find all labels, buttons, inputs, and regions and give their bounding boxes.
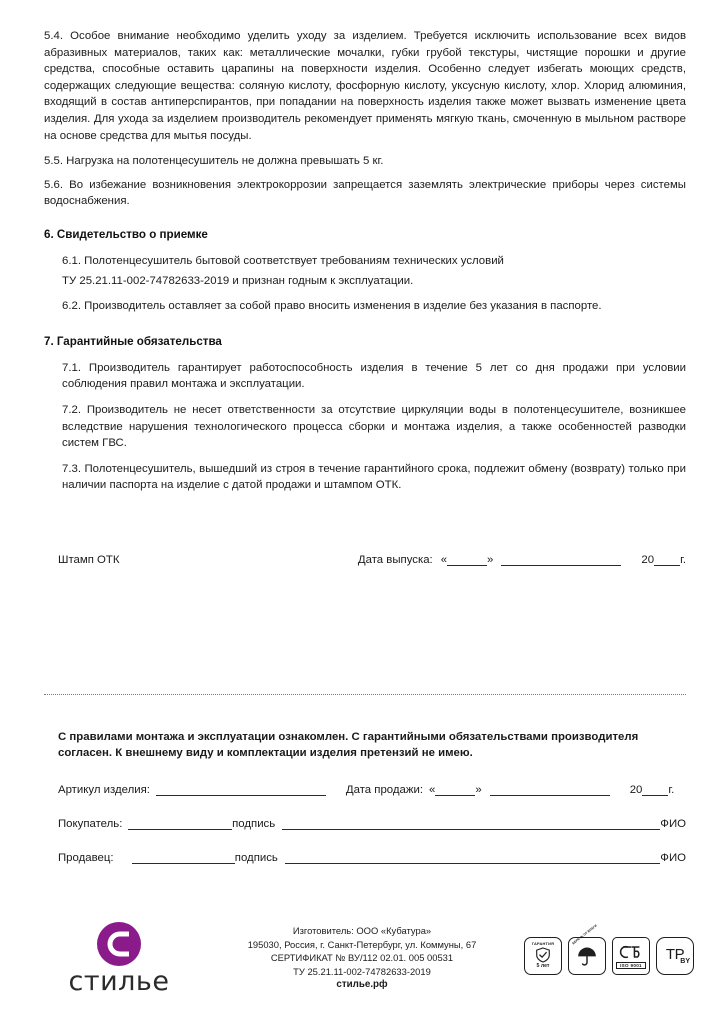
manufacturer-line-2: 195030, Россия, г. Санкт-Петербург, ул. Коммуны, 67 — [247, 938, 477, 950]
seller-fio-note: ФИО — [660, 851, 686, 864]
seller-row — [58, 852, 686, 864]
umbrella-icon — [576, 945, 598, 967]
tr-mark-country-label: BY — [680, 958, 690, 965]
tear-off-dotted-line — [44, 694, 686, 695]
sale-date-open-quote: « — [429, 783, 436, 796]
consent-statement: С правилами монтажа и эксплуатации ознакомлен. С гарантийными обязательствами производителя согласен. К внешнему виду и комплектации изделия претензий не имею. — [58, 730, 639, 760]
section-heading-6: 6. Свидетельство о приемке — [44, 227, 208, 241]
clause-6-1-cont: ТУ 25.21.11-002-74782633-2019 и признан годным к эксплуатации. — [62, 274, 414, 287]
article-label: Артикул изделия: — [58, 783, 150, 796]
sale-year-suffix: г. — [668, 783, 675, 796]
release-year-suffix: г. — [680, 553, 686, 566]
article-input-blank[interactable] — [156, 784, 326, 796]
otk-stamp-label: Штамп ОТК — [58, 553, 120, 566]
seller-signature-blank[interactable] — [132, 852, 235, 864]
paragraph-5-5: 5.5. Нагрузка на полотенцесушитель не должна превышать 5 кг. — [44, 155, 384, 168]
manufacturer-info — [194, 924, 524, 991]
buyer-fio-blank[interactable] — [282, 818, 660, 830]
seller-label: Продавец: — [58, 851, 114, 864]
ctb-iso-badge — [612, 937, 650, 975]
otk-stamp-row — [44, 554, 686, 566]
buyer-row — [58, 818, 686, 830]
buyer-fio-note: ФИО — [660, 817, 686, 830]
clause-6-2: 6.2. Производитель оставляет за собой право вносить изменения в изделие без указания в паспорте. — [62, 300, 602, 313]
clause-7-1: 7.1. Производитель гарантирует работоспособность изделия в течение 5 лет со дня продажи при условии соблюдения правил монтажа и эксплуатации. — [62, 361, 686, 391]
ctb-mark-icon — [618, 944, 644, 960]
sale-year-prefix: 20 — [629, 783, 643, 796]
release-month-blank[interactable] — [501, 554, 621, 566]
sale-month-blank[interactable] — [490, 784, 610, 796]
tr-mark-label: ТР — [665, 946, 685, 963]
release-date-label: Дата выпуска: — [357, 553, 433, 566]
buyer-label: Покупатель: — [58, 817, 123, 830]
warranty-badge-bottom-label: 5 лет — [536, 963, 550, 970]
buyer-signature-note: подпись — [232, 817, 276, 830]
release-year-blank[interactable] — [654, 554, 680, 566]
paragraph-5-6: 5.6. Во избежание возникновения электрокоррозии запрещается заземлять электрические приборы через системы водоснабжения. — [44, 178, 686, 208]
brand-wordmark: cтилье — [68, 966, 170, 997]
warranty-badge-top-label: ГАРАНТИЯ — [531, 941, 555, 947]
page-footer — [0, 906, 724, 1010]
seller-fio-blank[interactable] — [285, 852, 660, 864]
clause-7-2: 7.2. Производитель не несет ответственности за отсутствие циркуляции воды в полотенцесушителе, возникшее вследствие нарушения технологического процесса сборки и монтажа изделия, а также особенностей разводки систем ГВС. — [62, 403, 686, 450]
seller-signature-note: подпись — [234, 851, 278, 864]
sale-form — [58, 784, 686, 864]
manufacturer-line-1: Изготовитель: ООО «Кубатура» — [292, 925, 432, 937]
release-date-close-quote: » — [487, 553, 494, 566]
keep-dry-badge-label: БЕРЕЧЬ ОТ ВЛАГИ — [571, 923, 598, 946]
section-heading-7: 7. Гарантийные обязательства — [44, 334, 222, 348]
tr-by-badge — [656, 937, 694, 975]
iso-9001-label: ISO 9001 — [616, 962, 646, 969]
clause-7-3: 7.3. Полотенцесушитель, вышедший из строя в течение гарантийного срока, подлежит обмену (возврату) только при наличии паспорта на изделие с датой продажи и штампом ОТК. — [62, 462, 686, 492]
sale-day-blank[interactable] — [435, 784, 475, 796]
buyer-signature-blank[interactable] — [128, 818, 232, 830]
release-year-prefix: 20 — [641, 553, 655, 566]
release-date-open-quote: « — [440, 553, 448, 566]
sale-date-close-quote: » — [475, 783, 482, 796]
paragraph-5-4: 5.4. Особое внимание необходимо уделить уходу за изделием. Требуется исключить использование всех видов абразивных материалов, таких как: металлические мочалки, губки грубой текстуры, чистящие порошки и другие средства, способные оставить царапины на поверхности изделия. Особенно следует избегать моющих средств, содержащих следующие вещества: соляную кислоту, фосфорную кислоту, уксусную кислоту, хлор. Хлорид алюминия, входящий в состав антиперспирантов, при попадании на поверхность изделия также может вызвать изменение цвета изделия. Для ухода за изделием производитель рекомендует применять мягкую ткань, смоченную в мыльном растворе на основе средства для мытья посуды. — [44, 30, 686, 142]
website-link[interactable]: стилье.рф — [336, 979, 388, 991]
article-and-sale-date-row — [58, 784, 686, 796]
certificate-line: СЕРТИФИКАТ № ВУ/112 02.01. 005 00531 — [270, 952, 454, 964]
sale-year-blank[interactable] — [642, 784, 668, 796]
stilye-logo-icon — [96, 921, 142, 967]
sale-date-label: Дата продажи: — [345, 783, 424, 796]
tu-line: ТУ 25.21.11-002-74782633-2019 — [293, 965, 431, 977]
certification-badges — [524, 923, 694, 979]
warranty-badge — [524, 937, 562, 975]
release-date-field — [358, 554, 686, 566]
shield-check-icon — [536, 947, 550, 963]
keep-dry-badge — [568, 923, 606, 975]
brand-logo — [44, 921, 194, 995]
clause-6-1: 6.1. Полотенцесушитель бытовой соответствует требованиям технических условий — [62, 254, 504, 267]
release-day-blank[interactable] — [447, 554, 487, 566]
